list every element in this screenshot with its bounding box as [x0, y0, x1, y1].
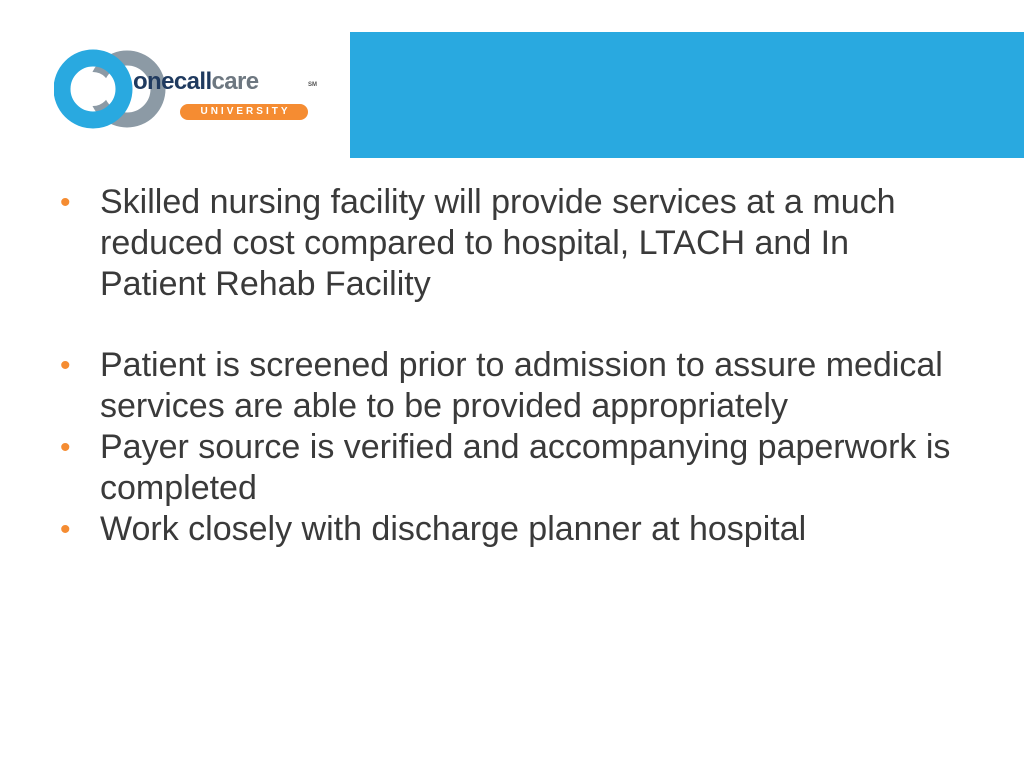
bullet-item	[58, 182, 958, 305]
logo-word-one: one	[133, 68, 174, 95]
bullet-item	[58, 427, 958, 509]
logo-service-mark: SM	[308, 82, 317, 88]
bullet-list	[58, 182, 958, 550]
logo-word-call: call	[173, 68, 212, 95]
bullet-item	[58, 509, 958, 550]
logo-university-label: UNIVERSITY	[200, 106, 291, 117]
bullet-dot-icon: •	[60, 431, 71, 464]
bullet-text: Patient is screened prior to admission to assure medical services are able to be provided appropriately	[100, 346, 943, 425]
bullet-text: Payer source is verified and accompanying paperwork is completed	[100, 428, 951, 507]
bullet-text: Work closely with discharge planner at hospital	[100, 510, 807, 548]
onecallcare-university-logo	[54, 44, 324, 136]
header-band	[350, 32, 1024, 158]
bullet-dot-icon: •	[60, 349, 71, 382]
bullet-dot-icon: •	[60, 513, 71, 546]
logo-wordmark	[133, 69, 259, 95]
logo-word-care: care	[211, 68, 259, 95]
logo-university-pill	[180, 104, 308, 120]
bullet-item	[58, 345, 958, 427]
bullet-dot-icon: •	[60, 186, 71, 219]
bullet-text: Skilled nursing facility will provide services at a much reduced cost compared to hospital, LTACH and In Patient Rehab Facility	[100, 183, 896, 303]
